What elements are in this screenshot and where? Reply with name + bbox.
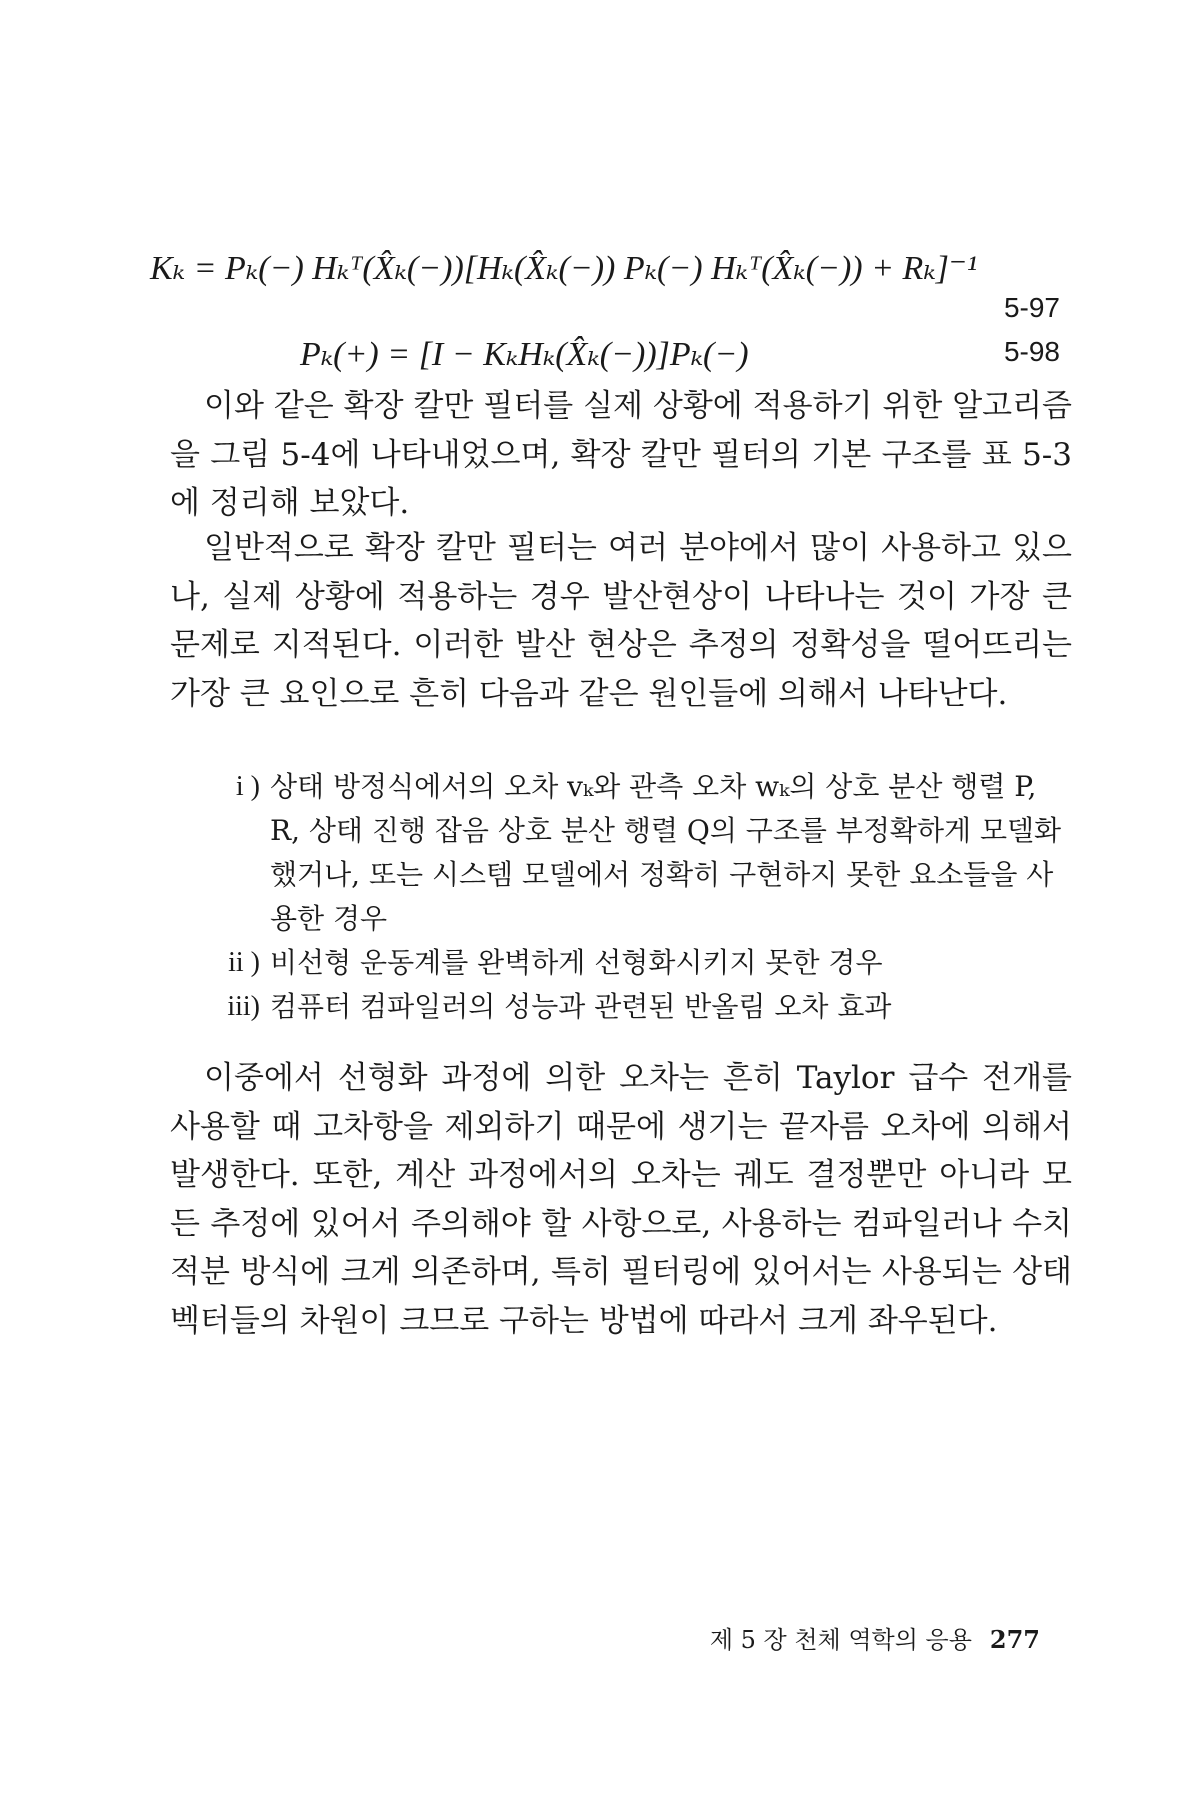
list-marker: iii) (227, 991, 260, 1022)
list-item (200, 985, 1070, 1029)
equation-number-5-97: 5-97 (1003, 292, 1060, 323)
chapter-title: 제 5 장 천체 역학의 응용 (709, 1626, 972, 1654)
divergence-causes-list (200, 765, 1070, 1029)
paragraph-linearization-error: 이중에서 선형화 과정에 의한 오차는 흔히 Taylor 급수 전개를 사용할 때 고차항을 제외하기 때문에 생기는 끝자름 오차에 의해서 발생한다. 또한, 계산 과정에서의 오차는 궤도 결정뿐만 아니라 모든 추정에 있어서 주의해야 할 사항으로, 사용하는 컴파일러나 수치 적분 방식에 크게 의존하며, 특히 필터링에 있어서는 사용되는 상태 벡터들의 차원이 크므로 구하는 방법에 따라서 크게 좌우된다. (170, 1060, 1072, 1339)
equation-5-97: Kₖ = Pₖ(−) Hₖᵀ(X̂ₖ(−))[Hₖ(X̂ₖ(−)) Pₖ(−) Hₖᵀ(X̂ₖ(−)) + Rₖ]⁻¹ (150, 250, 978, 287)
page-number: 277 (989, 1625, 1040, 1654)
list-item-text: 컴퓨터 컴파일러의 성능과 관련된 반올림 오차 효과 (270, 990, 892, 1023)
list-item (200, 765, 1070, 941)
paragraph-algorithm-intro: 이와 같은 확장 칼만 필터를 실제 상황에 적용하기 위한 알고리즘을 그림 5-4에 나타내었으며, 확장 칼만 필터의 기본 구조를 표 5-3에 정리해 보았다. (170, 388, 1072, 521)
list-item-text: 상태 방정식에서의 오차 vₖ와 관측 오차 wₖ의 상호 분산 행렬 P, R, 상태 진행 잡음 상호 분산 행렬 Q의 구조를 부정확하게 모델화했거나, 또는 시스템 모델에서 정확히 구현하지 못한 요소들을 사용한 경우 (270, 770, 1062, 935)
list-item (200, 941, 1070, 985)
list-marker: ii ) (228, 947, 260, 978)
paragraph-divergence: 일반적으로 확장 칼만 필터는 여러 분야에서 많이 사용하고 있으나, 실제 상황에 적용하는 경우 발산현상이 나타나는 것이 가장 큰 문제로 지적된다. 이러한 발산 현상은 추정의 정확성을 떨어뜨리는 가장 큰 요인으로 흔히 다음과 같은 원인들에 의해서 나타난다. (170, 530, 1072, 712)
page-footer (710, 1620, 1040, 1655)
list-marker: i ) (235, 771, 260, 802)
list-item-text: 비선형 운동계를 완벽하게 선형화시키지 못한 경우 (270, 946, 883, 979)
equation-5-98: Pₖ(+) = [I − KₖHₖ(X̂ₖ(−))]Pₖ(−) (300, 336, 749, 373)
equation-number-5-98: 5-98 (1003, 336, 1060, 367)
